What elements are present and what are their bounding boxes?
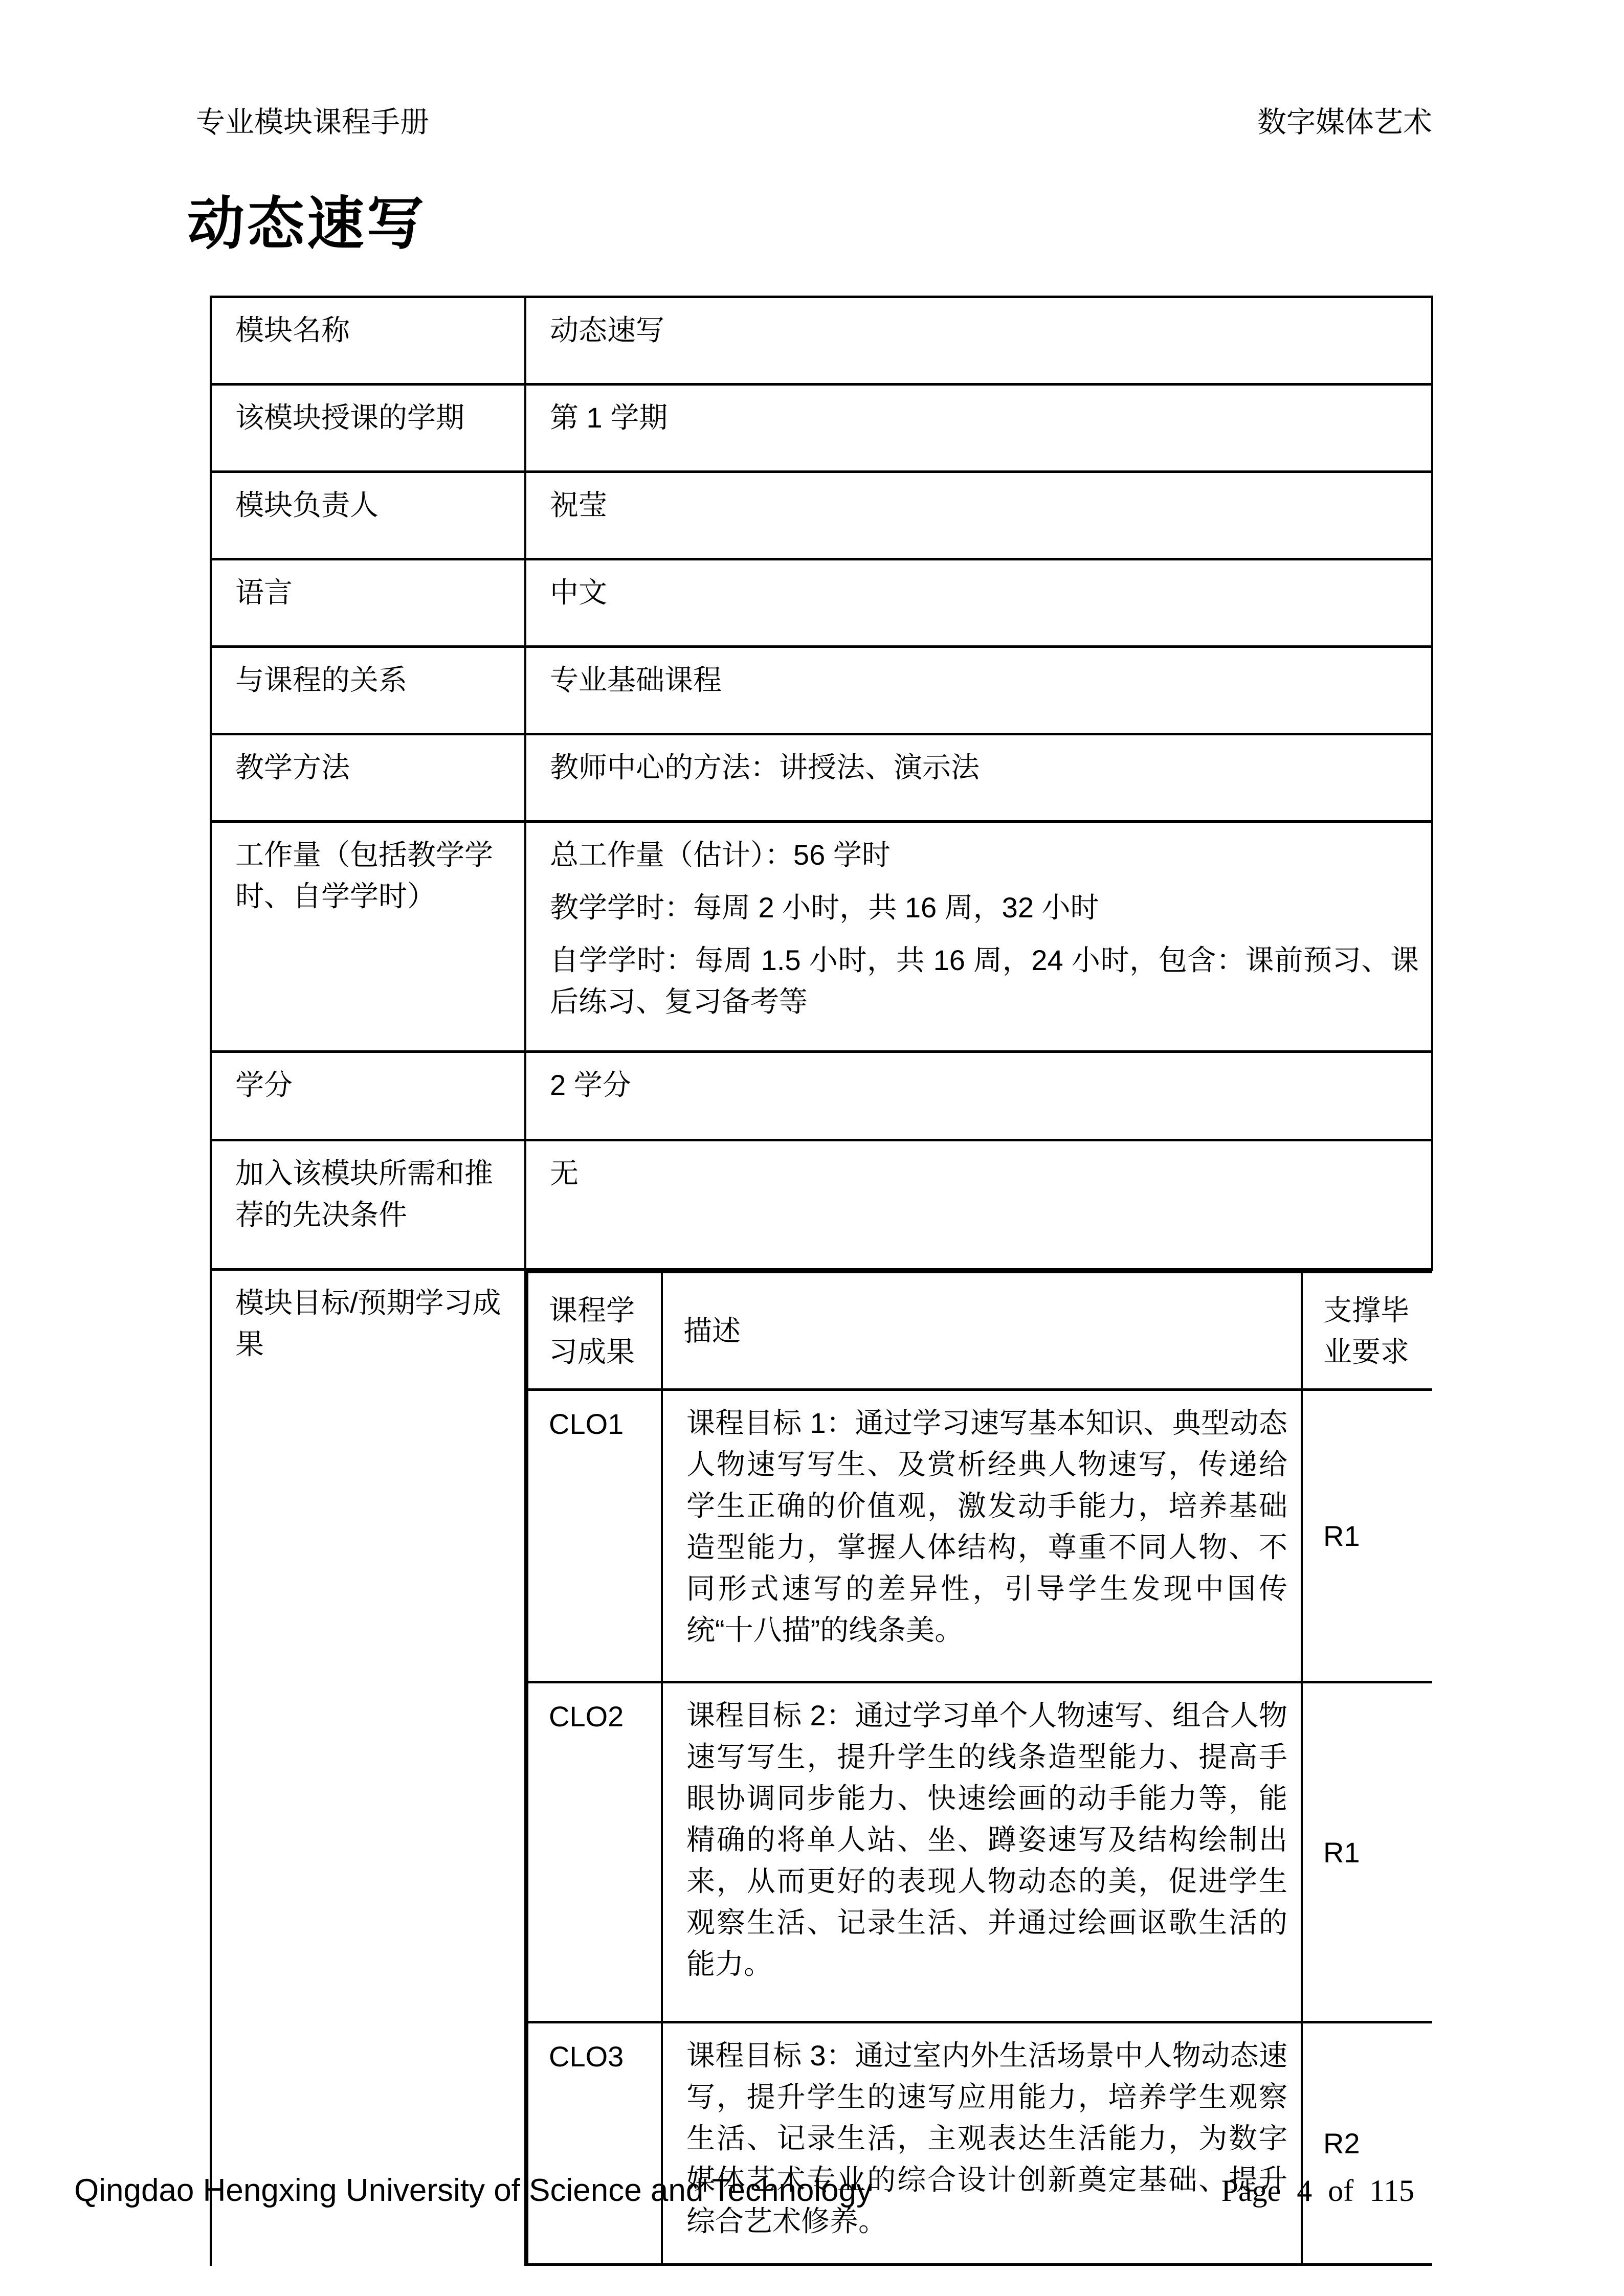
table-row xyxy=(211,1140,1432,1270)
row-value: 第 1 学期 xyxy=(525,385,1432,472)
row-label: 模块负责人 xyxy=(211,472,525,559)
clo-description: 课程目标 2：通过学习单个人物速写、组合人物速写写生，提升学生的线条造型能力、提高手眼协调同步能力、快速绘画的动手能力等，能精确的将单人站、坐、蹲姿速写及结构绘制出来，从而更好的表现人物动态的美，促进学生观察生活、记录生活、并通过绘画讴歌生活的能力。 xyxy=(662,1682,1302,2022)
row-label: 工作量（包括教学学时、自学学时） xyxy=(211,822,525,1052)
clo-id: CLO3 xyxy=(527,2022,662,2265)
clo-support: R2 xyxy=(1302,2022,1432,2265)
table-row xyxy=(211,734,1432,822)
header-right-text: 数字媒体艺术 xyxy=(1257,106,1432,139)
table-row xyxy=(211,559,1432,647)
clo-description: 课程目标 3：通过室内外生活场景中人物动态速写，提升学生的速写应用能力，培养学生观察生活、记录生活，主观表达生活能力，为数字媒体艺术专业的综合设计创新奠定基础、提升综合艺术修养。 xyxy=(662,2022,1302,2265)
row-label: 学分 xyxy=(211,1052,525,1140)
row-label: 语言 xyxy=(211,559,525,647)
page-header xyxy=(196,104,1432,141)
outcomes-table xyxy=(526,1271,1432,2266)
row-label: 模块名称 xyxy=(211,297,525,385)
row-label: 加入该模块所需和推荐的先决条件 xyxy=(211,1140,525,1270)
header-left-text: 专业模块课程手册 xyxy=(196,106,429,139)
page-title: 动态速写 xyxy=(187,192,427,256)
outcomes-cell xyxy=(525,1270,1432,2266)
clo-support: R1 xyxy=(1302,1682,1432,2022)
outcomes-row-clo3 xyxy=(527,2022,1432,2265)
clo-description: 课程目标 1：通过学习速写基本知识、典型动态人物速写写生、及赏析经典人物速写，传递给学生正确的价值观，激发动手能力，培养基础造型能力，掌握人体结构，尊重不同人物、不同形式速写的差异性，引导学生发现中国传统“十八描”的线条美。 xyxy=(662,1390,1302,1682)
row-label: 该模块授课的学期 xyxy=(211,385,525,472)
row-label: 教学方法 xyxy=(211,734,525,822)
row-value: 教师中心的方法：讲授法、演示法 xyxy=(525,734,1432,822)
table-row xyxy=(211,647,1432,734)
workload-teaching-hours: 教学学时：每周 2 小时，共 16 周，32 小时 xyxy=(550,891,1099,924)
column-header-description: 描述 xyxy=(662,1272,1302,1390)
workload-selfstudy-hours: 自学学时：每周 1.5 小时，共 16 周，24 小时，包含：课前预习、课后练习、复习备考等 xyxy=(550,944,1419,1018)
outcomes-label: 模块目标/预期学习成果 xyxy=(211,1270,525,2266)
row-label: 与课程的关系 xyxy=(211,647,525,734)
row-value: 动态速写 xyxy=(525,297,1432,385)
table-row xyxy=(211,297,1432,385)
table-row xyxy=(211,385,1432,472)
footer-page-number: Page 4 of 115 xyxy=(1221,2174,1414,2208)
table-row-outcomes xyxy=(211,1270,1432,2266)
table-row xyxy=(211,1052,1432,1140)
page-footer xyxy=(74,2172,1414,2209)
table-row-workload xyxy=(211,822,1432,1052)
column-header-support: 支撑毕业要求 xyxy=(1302,1272,1432,1390)
clo-id: CLO1 xyxy=(527,1390,662,1682)
row-value: 专业基础课程 xyxy=(525,647,1432,734)
clo-id: CLO2 xyxy=(527,1682,662,2022)
table-row xyxy=(211,472,1432,559)
column-header-clo: 课程学习成果 xyxy=(527,1272,662,1390)
row-value: 无 xyxy=(525,1140,1432,1270)
workload-value xyxy=(525,822,1432,1052)
clo-support: R1 xyxy=(1302,1390,1432,1682)
outcomes-row-clo1 xyxy=(527,1390,1432,1682)
row-value: 2 学分 xyxy=(525,1052,1432,1140)
footer-university-name: Qingdao Hengxing University of Science and Technology xyxy=(74,2173,873,2208)
module-info-table xyxy=(210,296,1433,2266)
outcomes-header-row xyxy=(527,1272,1432,1390)
outcomes-row-clo2 xyxy=(527,1682,1432,2022)
row-value: 祝莹 xyxy=(525,472,1432,559)
workload-total: 总工作量（估计）：56 学时 xyxy=(550,839,891,871)
row-value: 中文 xyxy=(525,559,1432,647)
